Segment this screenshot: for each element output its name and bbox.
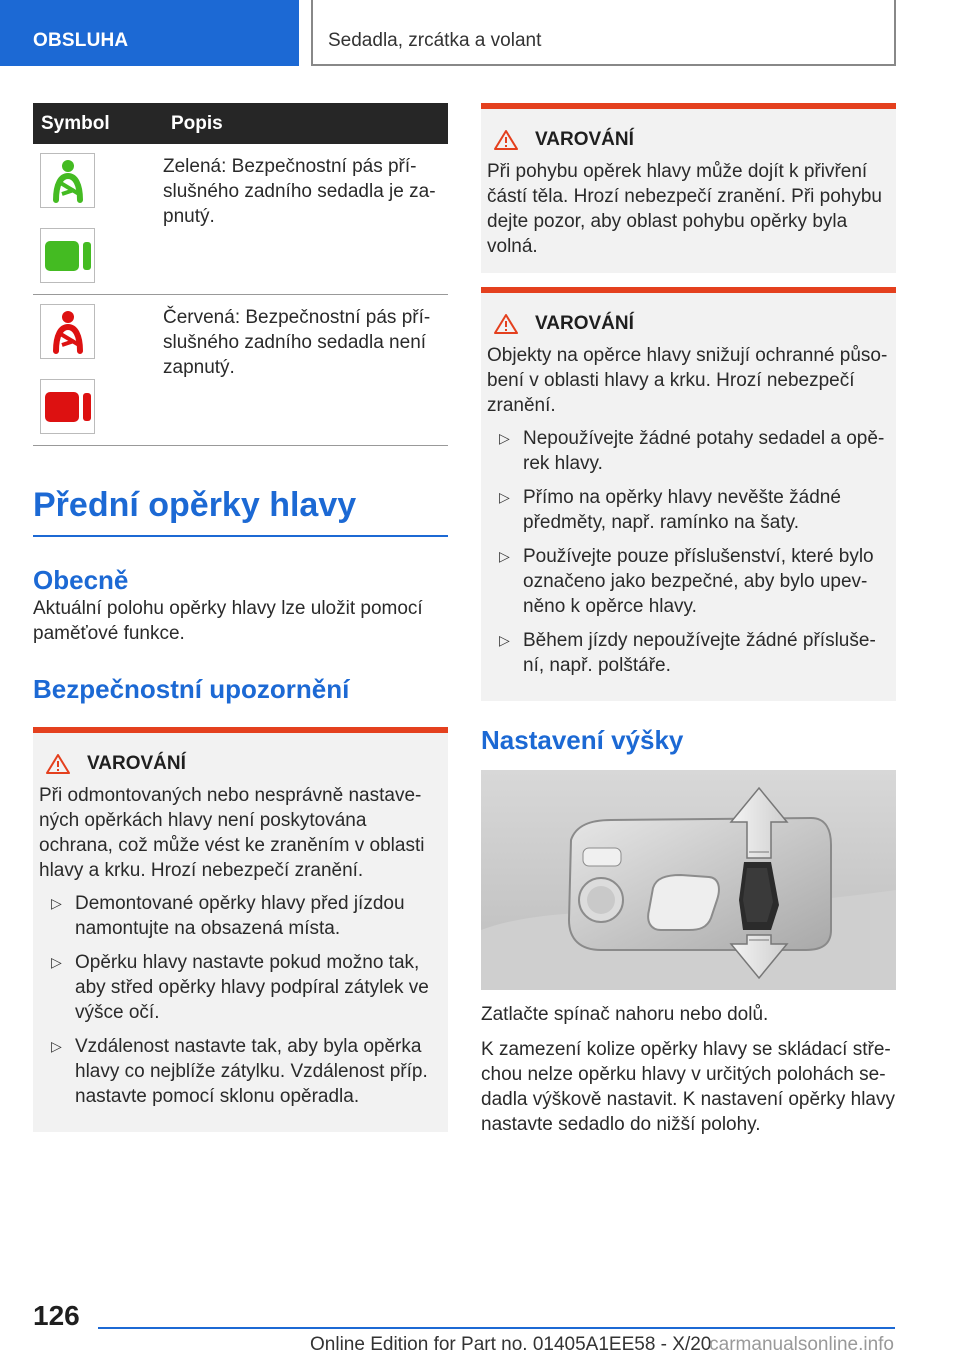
warning-box — [33, 727, 448, 1132]
left-column — [33, 103, 448, 1132]
section-title: Přední opěrky hlavy — [33, 486, 448, 537]
symbol-table — [33, 103, 448, 446]
row-desc: Zelená: Bezpečnostní pás příslušného zadního sedadla je zapnutý. — [153, 144, 448, 295]
section-label: OBSLUHA — [33, 30, 129, 51]
page-header — [0, 0, 960, 66]
bullet-triangle-icon: ▷ — [499, 489, 510, 505]
table-row — [33, 295, 448, 446]
warning-triangle-icon — [45, 753, 71, 775]
height-title: Nastavení výšky — [481, 725, 684, 755]
bullet-triangle-icon: ▷ — [51, 1038, 62, 1054]
warning-list — [487, 426, 890, 678]
list-item: ▷ Vzdálenost nastavte tak, aby byla opěrka hlavy co nejblíže zátylku. Vzdálenost příp. nastavte pomocí sklonu opěradla. — [51, 1036, 428, 1107]
general-text: Aktuální polohu opěrky hlavy lze uložit pomocí paměťové funkce. — [33, 598, 423, 644]
list-item: ▷ Přímo na opěrky hlavy nevěšte žádné předměty, např. ramínko na šaty. — [499, 487, 841, 533]
watermark: carmanualsonline.info — [709, 1334, 894, 1355]
table-row — [33, 144, 448, 295]
bullet-triangle-icon: ▷ — [499, 548, 510, 564]
seatbelt-green-icon — [40, 153, 95, 208]
warning-text: Při pohybu opěrek hlavy může dojít k přivření částí těla. Hrozí nebezpečí zranění. Při pohybu dejte pozor, aby oblast pohybu opěrky byla volná. — [487, 161, 882, 257]
warning-text: Objekty na opěrce hlavy snižují ochranné působení v oblasti hlavy a krku. Hrozí nebezpečí zranění. — [487, 345, 888, 416]
bullet-triangle-icon: ▷ — [51, 954, 62, 970]
safety-title: Bezpečnostní upozornění — [33, 674, 350, 704]
warning-list — [39, 891, 442, 1109]
warning-label: VAROVÁNÍ — [535, 129, 634, 150]
list-item: ▷ Používejte pouze příslušenství, které bylo označeno jako bezpečné, aby bylo upevněno k opěrce hlavy. — [499, 546, 874, 617]
warning-box — [481, 103, 896, 273]
page-number: 126 — [33, 1300, 80, 1331]
chapter-label: Sedadla, zrcátka a volant — [328, 30, 542, 51]
height-caption: Zatlačte spínač nahoru nebo dolů. — [481, 1004, 769, 1025]
bullet-triangle-icon: ▷ — [499, 632, 510, 648]
right-column — [481, 103, 896, 1137]
seat-switch-photo — [481, 770, 896, 990]
bullet-triangle-icon: ▷ — [499, 430, 510, 446]
warning-header — [493, 313, 890, 335]
warning-triangle-icon — [493, 313, 519, 335]
col-symbol-header: Symbol — [33, 103, 153, 144]
bullet-triangle-icon: ▷ — [51, 895, 62, 911]
general-title: Obecně — [33, 565, 129, 595]
list-item: ▷ Opěrku hlavy nastavte pokud možno tak, aby střed opěrky hlavy podpíral zátylek ve výšce očí. — [51, 952, 429, 1023]
row-desc: Červená: Bezpečnostní pás příslušného zadního sedadla není zapnutý. — [153, 295, 448, 446]
list-item: ▷ Nepoužívejte žádné potahy sedadel a opěrek hlavy. — [499, 428, 885, 474]
height-text: K zamezení kolize opěrky hlavy se skládací střechou nelze opěrku hlavy v určitých polohách sedadla výškově nastavit. K nastavení opěrky hlavy nastavte sedadlo do nižší polohy. — [481, 1039, 896, 1135]
warning-text: Při odmontovaných nebo nesprávně nastavených opěrkách hlavy není poskytována ochrana, což může vést ke zraněním v oblasti hlavy a krku. Hrozí nebezpečí zranění. — [39, 785, 425, 881]
warning-box — [481, 287, 896, 701]
list-item: ▷ Demontované opěrky hlavy před jízdou namontujte na obsazená místa. — [51, 893, 405, 939]
warning-triangle-icon — [493, 129, 519, 151]
chapter-tab — [311, 0, 896, 66]
warning-header — [45, 753, 442, 775]
list-item: ▷ Během jízdy nepoužívejte žádné příslušení, např. polštáře. — [499, 630, 876, 676]
lamp-red-icon — [40, 379, 95, 434]
warning-header — [493, 129, 890, 151]
lamp-green-icon — [40, 228, 95, 283]
warning-label: VAROVÁNÍ — [535, 313, 634, 334]
seatbelt-red-icon — [40, 304, 95, 359]
col-desc-header: Popis — [153, 103, 448, 144]
section-tab — [0, 0, 299, 66]
warning-label: VAROVÁNÍ — [87, 753, 186, 774]
footer-edition: Online Edition for Part no. 01405A1EE58 - X/20 — [310, 1334, 712, 1355]
footer-divider — [98, 1327, 895, 1329]
